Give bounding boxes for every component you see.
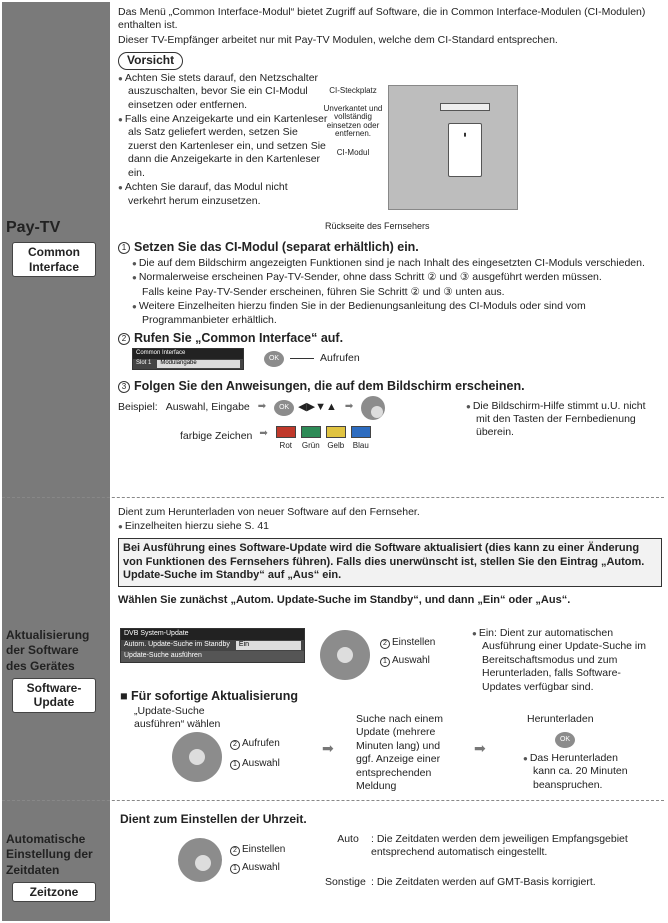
example-text: Auswahl, Eingabe [165,400,250,413]
blue-label: Blau [352,440,369,450]
ci-menu-value: Modulangabe [157,360,240,368]
time-callout-select-text: Auswahl [242,862,280,873]
call-label: Aufrufen [320,352,360,365]
time-other-key: Sonstige [325,876,366,888]
intro-1: Das Menü „Common Interface-Modul“ bietet Zugriff auf Software, die in Common Interface-Modulen (CI-Modulen) enthalten ist. [118,6,646,32]
caution-2: ● Falls eine Anzeigekarte und ein Kartenleser als Satz geliefert werden, setzen Sie zuerst den Kartenleser ein, und setzen Sie dann die Anzeigekarte in den Kartenleser ein. [118,113,328,180]
callout-select-text: Auswahl [392,655,430,666]
software-intro: Dient zum Herunterladen von neuer Software auf den Fernseher. [118,506,420,518]
step3-title: 3 Folgen Sie den Anweisungen, die auf dem Bildschirm erscheinen. [118,378,662,394]
time-title: Automatische Einstellung der Zeitdaten [6,832,93,877]
time-other-row [325,876,660,889]
ok-button-icon: OK [264,351,284,367]
callout-select-2: 1 Auswahl [230,758,280,771]
software-content [118,506,662,608]
arrow-right-icon: ➡ [257,401,267,413]
step3-title-text: Folgen Sie den Anweisungen, die auf dem Bildschirm erscheinen. [134,378,525,393]
step1-bullet-2a: ● Normalerweise erscheinen Pay-TV-Sender, ohne dass Schritt ② und ③ ausgeführt werden müssen. [132,271,662,284]
remote-dial-icon [320,630,370,680]
dvb-update-menu [120,628,305,663]
callout-select: 1 Auswahl [380,655,430,668]
callout-call: 2 Aufrufen [230,738,280,751]
flow-arrow-1: ➡ [322,740,334,756]
arrow-right-icon-2: ➡ [344,401,354,413]
label-insert-edge: Unverkantet und vollständig einsetzen oder entfernen. [323,104,383,139]
dvb-menu-row-2: Update-Suche ausführen [121,651,304,662]
step1-title: 1 Setzen Sie das CI-Modul (separat erhältlich) ein. [118,239,662,255]
software-title: Aktualisierung der Software des Gerätes [6,628,90,673]
time-other-desc: : Die Zeitdaten werden auf GMT-Basis korrigiert. [371,876,596,888]
blue-button-icon [351,426,371,438]
software-warning-box: Bei Ausführung eines Software-Update wird die Software aktualisiert (dies kann zu einer Änderung von Funktionen des Fernsehers führen). Falls dies unerwünscht ist, stellen Sie den Eintrag „Autom. Update-Suche im Standby“ auf „Aus“ ein. [118,538,662,587]
callout-set-text: Einstellen [392,637,436,648]
software-side [0,628,108,713]
dvb-menu-row-1 [121,640,304,651]
ci-module-shape: ▮ [448,123,482,177]
pay-tv-title: Pay-TV [6,219,61,236]
arrow-keys-icon: ◀▶▼▲ [298,401,337,414]
caution-3: ● Achten Sie darauf, das Modul nicht verkehrt herum einzusetzen. [118,181,328,208]
callout-select-2-text: Auswahl [242,758,280,769]
sidebar [2,2,110,921]
common-interface-box: Common Interface [12,242,96,277]
immediate-title [120,688,298,704]
ci-menu-slot: Slot 1 [136,359,152,366]
remote-dial-icon-2 [172,732,222,782]
ci-menu-screen [132,348,244,369]
zeitzone-box: Zeitzone [12,882,96,902]
pay-tv-steps [118,236,662,454]
callout-call-text: Aufrufen [242,738,280,749]
step1-bullet-3: ● Weitere Einzelheiten hierzu finden Sie in der Bedienungsanleitung des CI-Moduls oder sind vom Programmanbieter erhältlich. [132,300,662,327]
step2-title-text: Rufen Sie „Common Interface“ auf. [134,331,344,346]
on-description: ● Ein: Dient zur automatischen Ausführung einer Update-Suche im Bereitschaftsmodus und zum Herunterladen, falls Software-Updates verfügbar sind. [472,627,657,694]
yellow-label: Gelb [327,440,345,450]
dpad-icon [361,396,385,420]
software-choose: Wählen Sie zunächst „Autom. Update-Suche im Standby“, und dann „Ein“ oder „Aus“. [118,594,571,607]
green-label: Grün [301,440,320,450]
pay-tv-side [0,218,108,277]
example-label: Beispiel: [118,400,158,413]
software-update-box: Software-Update [12,678,96,713]
yellow-button-icon [326,426,346,438]
caution-1: ● Achten Sie stets darauf, den Netzschalter auszuschalten, bevor Sie ein CI-Modul einsetzen oder entfernen. [118,72,328,112]
callout-set: 2 Einstellen [380,637,435,650]
divider-2 [2,800,664,801]
time-callout-set: 2 Einstellen [230,844,285,857]
download-ok-icon: OK [555,732,575,748]
caution-title: Vorsicht [118,52,183,69]
divider-1 [2,497,664,498]
step1-bullet-2b: Falls keine Pay-TV-Sender erscheinen, führen Sie Schritt ② und ③ unten aus. [142,285,505,298]
flow-arrow-2: ➡ [474,740,486,756]
remote-dial-icon-3 [178,838,222,882]
time-title: Dient zum Einstellen der Uhrzeit. [120,812,307,826]
line-icon [290,358,314,359]
ci-menu-row [133,359,243,369]
color-text: farbige Zeichen [180,429,253,442]
label-ci-slot: CI-Steckplatz [329,86,377,95]
red-button-icon [276,426,296,438]
ok-icon: OK [274,400,294,416]
step1-bullet-1: ● Die auf dem Bildschirm angezeigten Funktionen sind je nach Inhalt des eingesetzten CI-Moduls verschieden. [132,257,662,270]
software-ref: ● Einzelheiten hierzu siehe S. 41 [118,520,662,533]
step1-title-text: Setzen Sie das CI-Modul (separat erhältlich) ein. [134,240,419,254]
time-callout-select: 1 Auswahl [230,862,280,875]
ci-slot-illustration [320,85,520,220]
ci-menu-header: Common Interface [133,349,243,359]
time-auto-desc: : Die Zeitdaten werden dem jeweiligen Empfangsgebiet entsprechend automatisch eingestellt. [371,833,628,859]
time-auto-row [325,833,660,860]
dvb-menu-row-1-label: Autom. Update-Suche im Standby [124,640,230,648]
dvb-menu-header: DVB System-Update [121,629,304,640]
download-description: ● Das Herunterladen kann ca. 20 Minuten beanspruchen. [523,752,643,792]
illus-caption: Rückseite des Fernsehers [325,221,430,231]
onscreen-hint: ● Die Bildschirm-Hilfe stimmt u.U. nicht mit den Tasten der Fernbedienung überein. [466,400,646,440]
time-auto-key: Auto [337,833,359,845]
arrow-right-icon-3: ➡ [259,427,268,439]
square-bullet-icon: ■ [120,689,128,703]
green-button-icon [301,426,321,438]
ci-slot-shape [440,103,490,111]
immediate-title-text: Für sofortige Aktualisierung [131,689,298,703]
immediate-sub: „Update-Suche ausführen“ wählen [134,705,221,731]
download-title: Herunterladen [527,713,594,725]
step2-title: 2 Rufen Sie „Common Interface“ auf. [118,330,662,346]
label-ci-module: CI-Modul [336,148,370,157]
dvb-menu-row-1-value: Ein [236,641,301,650]
intro-2: Dieser TV-Empfänger arbeitet nur mit Pay-TV Modulen, welche dem CI-Standard entsprechen. [118,33,558,46]
search-description: Suche nach einem Update (mehrere Minuten lang) und ggf. Anzeige einer entsprechenden Meldung [356,713,443,793]
time-callout-set-text: Einstellen [242,844,286,855]
red-label: Rot [279,440,292,450]
time-side [0,832,108,902]
